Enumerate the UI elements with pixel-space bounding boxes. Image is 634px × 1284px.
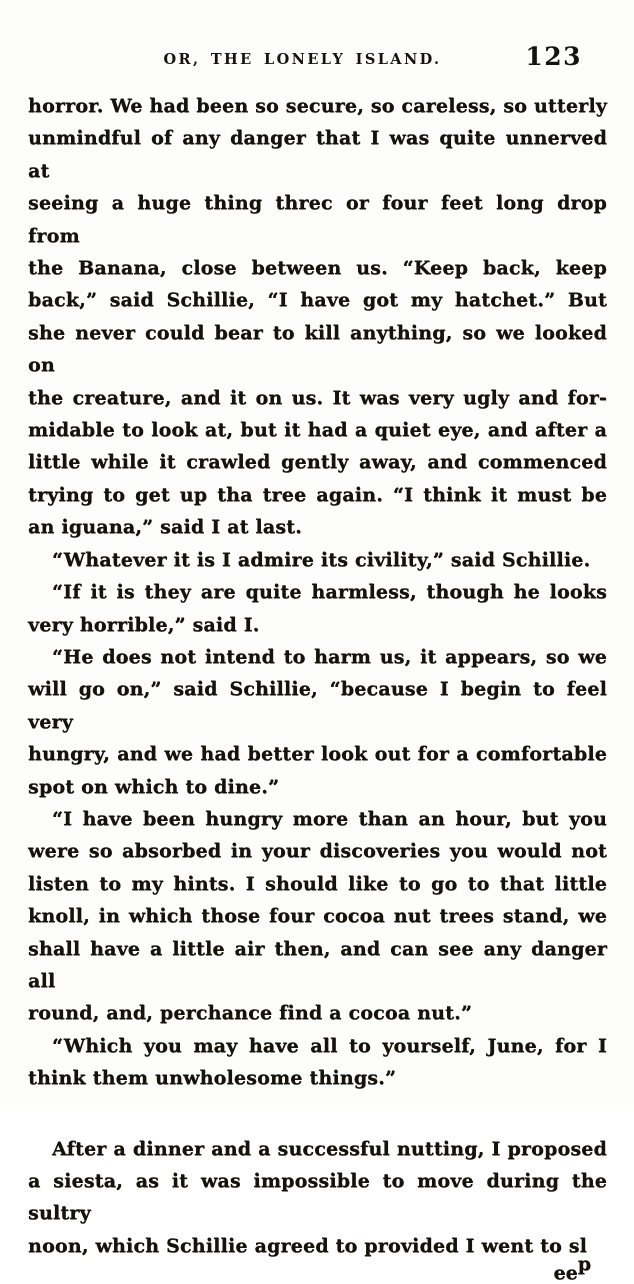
text-line: unmindful of any danger that I was quite unnerved at: [28, 127, 607, 182]
text-line: midable to look at, but it had a quiet eye, and after a: [28, 419, 607, 442]
catchword: [28, 1253, 607, 1284]
text-line: noon, which Schillie agreed to provided I went to sl: [28, 1234, 588, 1257]
text-line: hungry, and we had better look out for a comfortable: [28, 743, 607, 766]
text-line: “Whatever it is I admire its civility,” said Schillie.: [52, 548, 591, 571]
text-line: round, and, perchance find a cocoa nut.”: [28, 1002, 473, 1025]
catchword-main: ee: [553, 1262, 578, 1284]
text-line: spot on which to dine.”: [28, 775, 280, 798]
text-line: horror. We had been so secure, so careless, so utterly: [28, 95, 607, 117]
text-line: the Banana, close between us. “Keep back, keep: [28, 257, 607, 280]
text-line: shall have a little air then, and can see any danger all: [28, 937, 607, 992]
text-line: knoll, in which those four cocoa nut trees stand, we: [28, 905, 607, 928]
text-line: trying to get up tha tree again. “I think it must be: [28, 483, 607, 506]
text-line: seeing a huge thing threc or four feet long drop from: [28, 192, 607, 247]
text-line: she never could bear to kill anything, so we looked on: [28, 321, 607, 377]
header-title: OR, THE LONELY ISLAND.: [163, 51, 442, 68]
text-line: were so absorbed in your discoveries you would not: [28, 840, 607, 863]
text-line: will go on,” said Schillie, “because I begin to feel very: [28, 678, 607, 733]
text-line: “If it is they are quite harmless, though he looks: [52, 581, 607, 604]
text-line: very horrible,” said I.: [28, 613, 260, 636]
text-line: think them unwholesome things.”: [28, 1067, 397, 1090]
catchword-raised: p: [577, 1253, 591, 1276]
text-line: a siesta, as it was impossible to move during the sultry: [28, 1170, 607, 1225]
running-header: [28, 44, 607, 78]
text-line: “I have been hungry more than an hour, but you: [52, 807, 607, 830]
text-line: little while it crawled gently away, and commenced: [28, 451, 607, 474]
text-line: listen to my hints. I should like to go to that little: [28, 872, 607, 895]
text-line: “Which you may have all to yourself, June, for I: [52, 1034, 607, 1057]
text-line: the creature, and it on us. It was very ugly and for-: [28, 386, 607, 409]
text-line: an iguana,” said I at last.: [28, 516, 302, 539]
text-line: After a dinner and a successful nutting, I proposed: [52, 1137, 607, 1160]
page-number: 123: [525, 42, 582, 71]
text-line: back,” said Schillie, “I have got my hatchet.” But: [28, 289, 607, 312]
page-body: [28, 90, 607, 1262]
text-line: “He does not intend to harm us, it appears, so we: [52, 645, 607, 668]
